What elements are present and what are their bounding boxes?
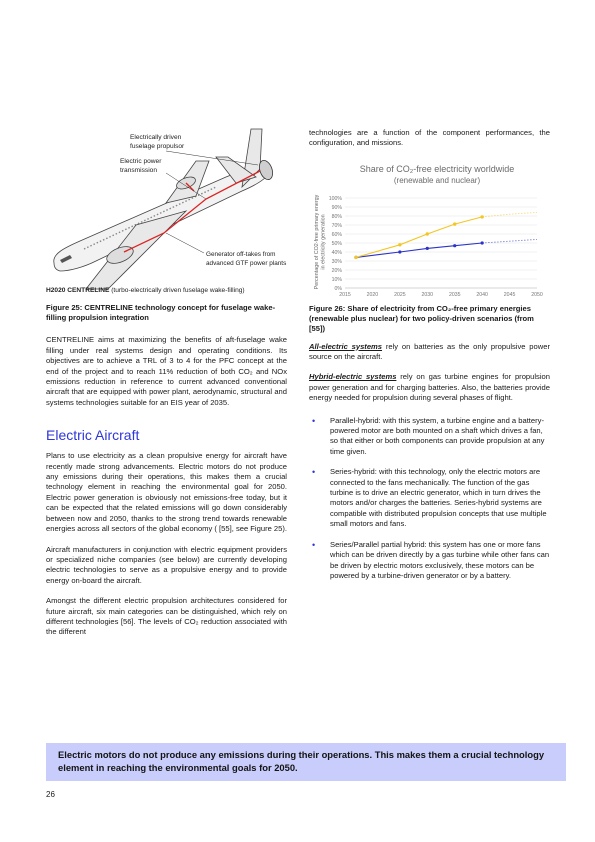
- y-tick-label: 0%: [334, 286, 342, 292]
- chart-title: Share of CO₂-free electricity worldwide: [359, 164, 515, 174]
- figure-26-chart: [309, 158, 549, 298]
- list-item-text: Series/Parallel partial hybrid: this system has one or more fans which can be driven directly by a gas turbine while other fans can be driven by electric motors exclusively, these motors can be powered by a turbine-driven generator or by a battery.: [330, 539, 550, 580]
- data-point: [453, 222, 456, 225]
- label-generator-1: Generator off-takes from: [206, 251, 276, 258]
- label-propulsor-2: fuselage propulsor: [130, 143, 185, 150]
- chart-y-ticks: [329, 196, 343, 292]
- bullet-icon: •: [312, 415, 316, 426]
- list-item-partial-hybrid: [309, 540, 550, 582]
- y-tick-label: 60%: [331, 232, 342, 238]
- electric-aircraft-paragraph: Plans to use electricity as a clean propulsive energy for aircraft have recently made strong advancements. Electric motors do not produce any emissions during their operations, this makes them a crucial technology element in reaching the environmental goal for 2050. Electric power generation is obviously not emissions-free today, but it can be expected that the related emissions will go down considerably between now and 2050, thanks to the strong trend towards renewable energies across all sectors of the global economy ( [55], see Figure 25).: [46, 451, 288, 534]
- banner-rest: (turbo-electrically driven fuselage wake-filling): [109, 287, 245, 294]
- bullet-icon: •: [312, 467, 316, 478]
- list-item-text: Series-hybrid: with this technology, only the electric motors are connected to the fans mechanically. The function of the gas turbine is to drive an electric generator, which in turn drives the motors and/or charges the batteries. Series-hybrid systems are compatible with distributed propulsion concepts that use multiple small motors and fans.: [330, 467, 547, 529]
- hybrid-electric-paragraph: [309, 372, 550, 403]
- x-tick-label: 2050: [531, 292, 543, 298]
- list-item-text: Parallel-hybrid: with this system, a turbine engine and a battery-powered motor are both mounted on a shaft which drives a fan, so that either or both components can provide propulsion at any time given.: [330, 415, 545, 456]
- data-point: [426, 247, 429, 250]
- x-tick-label: 2020: [366, 292, 379, 298]
- all-electric-term: All-electric systems: [309, 341, 383, 351]
- list-item-series-hybrid: [309, 467, 550, 529]
- figure-25-illustration: [46, 121, 301, 297]
- y-tick-label: 80%: [331, 214, 342, 220]
- data-point: [398, 243, 401, 246]
- page-number: 26: [46, 790, 55, 799]
- data-point: [426, 232, 429, 235]
- data-point: [481, 241, 484, 244]
- y-tick-label: 100%: [328, 196, 342, 202]
- x-tick-label: 2030: [421, 292, 434, 298]
- y-tick-label: 90%: [331, 205, 342, 211]
- hybrid-types-list: [309, 416, 550, 582]
- chart-y-axis-label: Percentage of CO2-free primary energyin electricity generation: [314, 194, 327, 290]
- hybrid-electric-text: rely on gas turbine engines for propulsion power generation and for charging batteries. Also, the batteries provide energy needed for propulsion during several phases of flight.: [309, 372, 550, 403]
- right-column-body: [309, 304, 550, 581]
- label-transmission-2: transmission: [120, 167, 158, 174]
- chart-subtitle: (renewable and nuclear): [393, 176, 481, 185]
- callout-box: Electric motors do not produce any emissions during their operations. This makes them a crucial technology element in reaching the environmental goals for 2050.: [46, 743, 566, 781]
- x-tick-label: 2015: [339, 292, 351, 298]
- co2-free-electricity-chart: [309, 158, 549, 298]
- figure-26-caption: Figure 26: Share of electricity from CO₂-free primary energies (renewable plus nuclear) for two policy-driven scenarios (from [55]): [309, 304, 534, 334]
- intro-continuation: technologies are a function of the component performances, the configuration, and missions.: [309, 128, 550, 148]
- centreline-paragraph: CENTRELINE aims at maximizing the benefits of aft-fuselage wake filling under real systems design and operating conditions. Its objectives are to achieve a TRL of 3 to 4 for the PFC concept at the end of the project and to reach 11% reduction of both CO₂ and NOx emissions reduction in reference to current advanced conventional aircraft that are equipped with power plant, aerodynamic, structural and systems technologies suitable for an EIS year of 2035.: [46, 335, 287, 407]
- data-point: [480, 215, 483, 218]
- figure-25-banner: [46, 287, 245, 294]
- architectures-paragraph: Amongst the different electric propulsion architectures considered for future aircraft, six main categories can be distinguished, which rely on different technologies [56]. The levels of CO₂ reduction associated with the different: [46, 596, 287, 637]
- left-column: [46, 303, 287, 638]
- right-column-top: [309, 128, 550, 149]
- y-tick-label: 70%: [331, 223, 342, 229]
- x-tick-label: 2025: [394, 292, 406, 298]
- data-point: [398, 250, 401, 253]
- y-tick-label: 30%: [331, 259, 342, 265]
- y-tick-label: 10%: [331, 277, 342, 283]
- label-generator-2: advanced GTF power plants: [206, 260, 287, 267]
- all-electric-paragraph: [309, 342, 550, 363]
- banner-bold: H2020 CENTRELINE: [46, 287, 110, 294]
- section-heading-electric-aircraft: Electric Aircraft: [46, 427, 140, 444]
- manufacturers-paragraph: Aircraft manufacturers in conjunction with electric equipment providers or specialized niche companies (see below) are currently developing electric technologies to serve as a propulsive energy and to provide energy on-board the aircraft.: [46, 544, 287, 585]
- all-electric-text: rely on batteries as the only propulsive power source on the aircraft.: [309, 341, 550, 362]
- x-tick-label: 2040: [476, 292, 488, 298]
- list-item-parallel-hybrid: [309, 416, 550, 458]
- hybrid-electric-term: Hybrid-electric systems: [309, 372, 397, 382]
- y-tick-label: 40%: [331, 250, 342, 256]
- x-tick-label: 2045: [503, 292, 516, 298]
- bullet-icon: •: [312, 539, 316, 550]
- y-tick-label: 50%: [331, 241, 342, 247]
- y-tick-label: 20%: [331, 268, 342, 274]
- label-propulsor-1: Electrically driven: [130, 134, 182, 141]
- data-point: [354, 256, 357, 259]
- label-transmission-1: Electric power: [120, 158, 162, 165]
- figure-25-caption: Figure 25: CENTRELINE technology concept for fuselage wake-filling propulsion integration: [46, 303, 276, 323]
- aircraft-diagram: [46, 121, 301, 297]
- data-point: [453, 244, 456, 247]
- x-tick-label: 2035: [448, 292, 461, 298]
